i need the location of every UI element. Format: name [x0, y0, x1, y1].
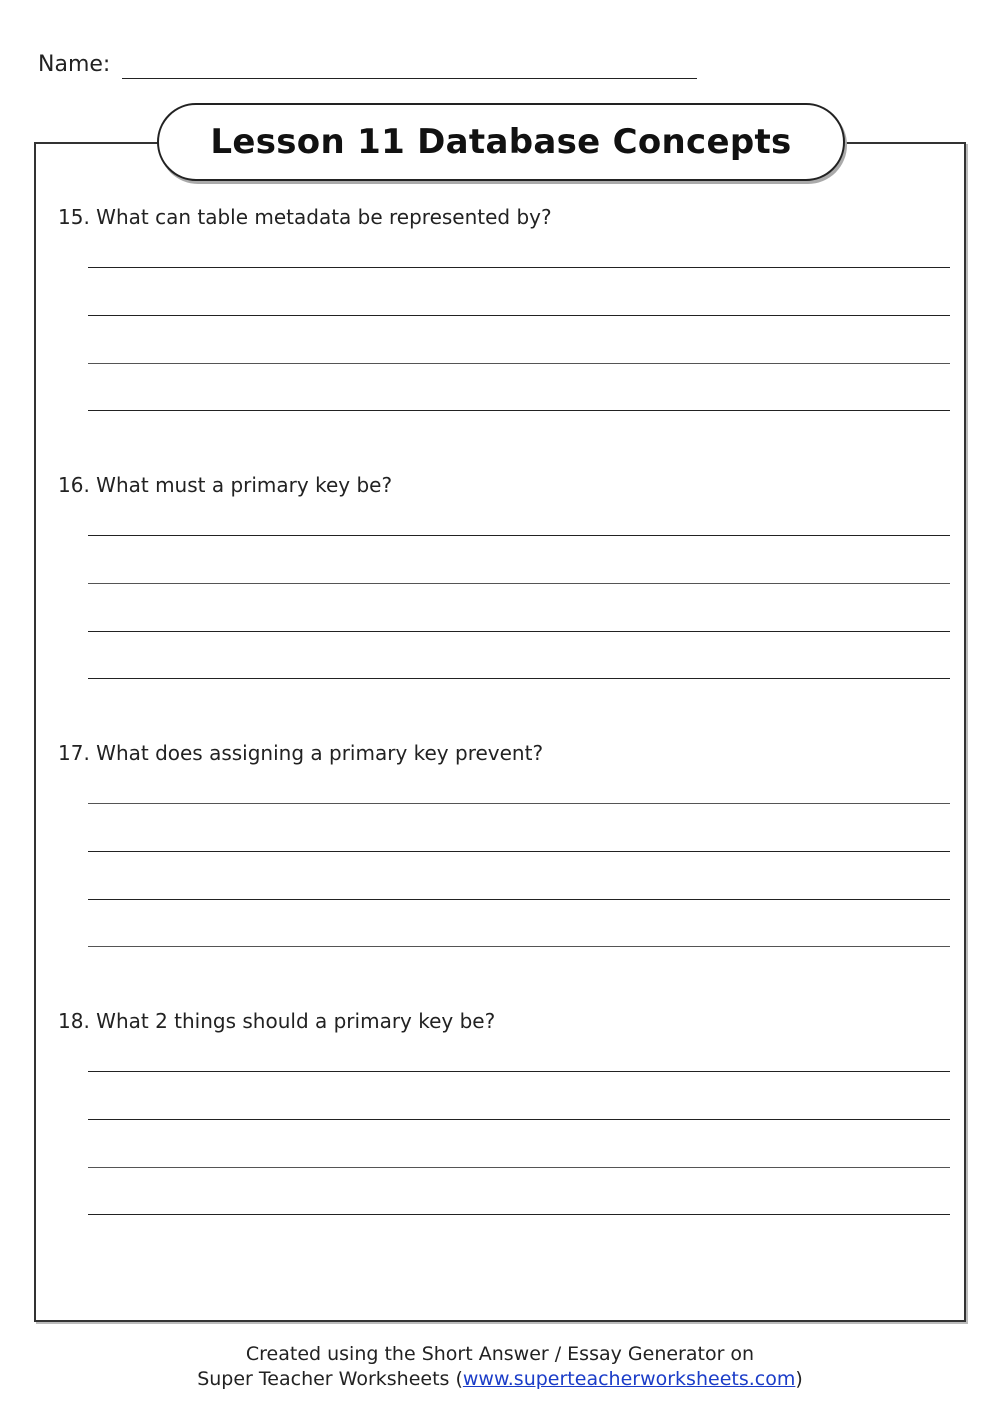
answer-line[interactable]: [88, 535, 950, 536]
footer-source-line: [0, 1368, 1000, 1390]
answer-line[interactable]: [88, 678, 950, 679]
answer-line[interactable]: [88, 803, 950, 804]
answer-line[interactable]: [88, 1071, 950, 1072]
answer-line[interactable]: [88, 410, 950, 411]
question-15: 15. What can table metadata be represented by?: [58, 205, 552, 229]
answer-line[interactable]: [88, 631, 950, 632]
footer-credit-line: Created using the Short Answer / Essay Generator on: [245, 1343, 755, 1365]
answer-line[interactable]: [88, 363, 950, 364]
answer-line[interactable]: [88, 315, 950, 316]
answer-line[interactable]: [88, 899, 950, 900]
answer-line[interactable]: [88, 851, 950, 852]
answer-line[interactable]: [88, 1214, 950, 1215]
footer-prefix: Super Teacher Worksheets (: [197, 1368, 463, 1390]
answer-line[interactable]: [88, 1119, 950, 1120]
answer-line[interactable]: [88, 583, 950, 584]
name-field-line[interactable]: [122, 78, 697, 79]
question-16: 16. What must a primary key be?: [58, 473, 393, 497]
page-title: Lesson 11 Database Concepts: [210, 122, 792, 162]
title-banner: [157, 103, 845, 181]
footer-suffix: ): [795, 1368, 803, 1390]
worksheet-frame: [34, 142, 966, 1322]
question-17: 17. What does assigning a primary key prevent?: [58, 741, 544, 765]
question-18: 18. What 2 things should a primary key be?: [58, 1009, 496, 1033]
footer-link[interactable]: www.superteacherworksheets.com: [462, 1368, 796, 1390]
answer-line[interactable]: [88, 267, 950, 268]
answer-line[interactable]: [88, 946, 950, 947]
name-label: Name:: [38, 52, 111, 77]
answer-line[interactable]: [88, 1167, 950, 1168]
